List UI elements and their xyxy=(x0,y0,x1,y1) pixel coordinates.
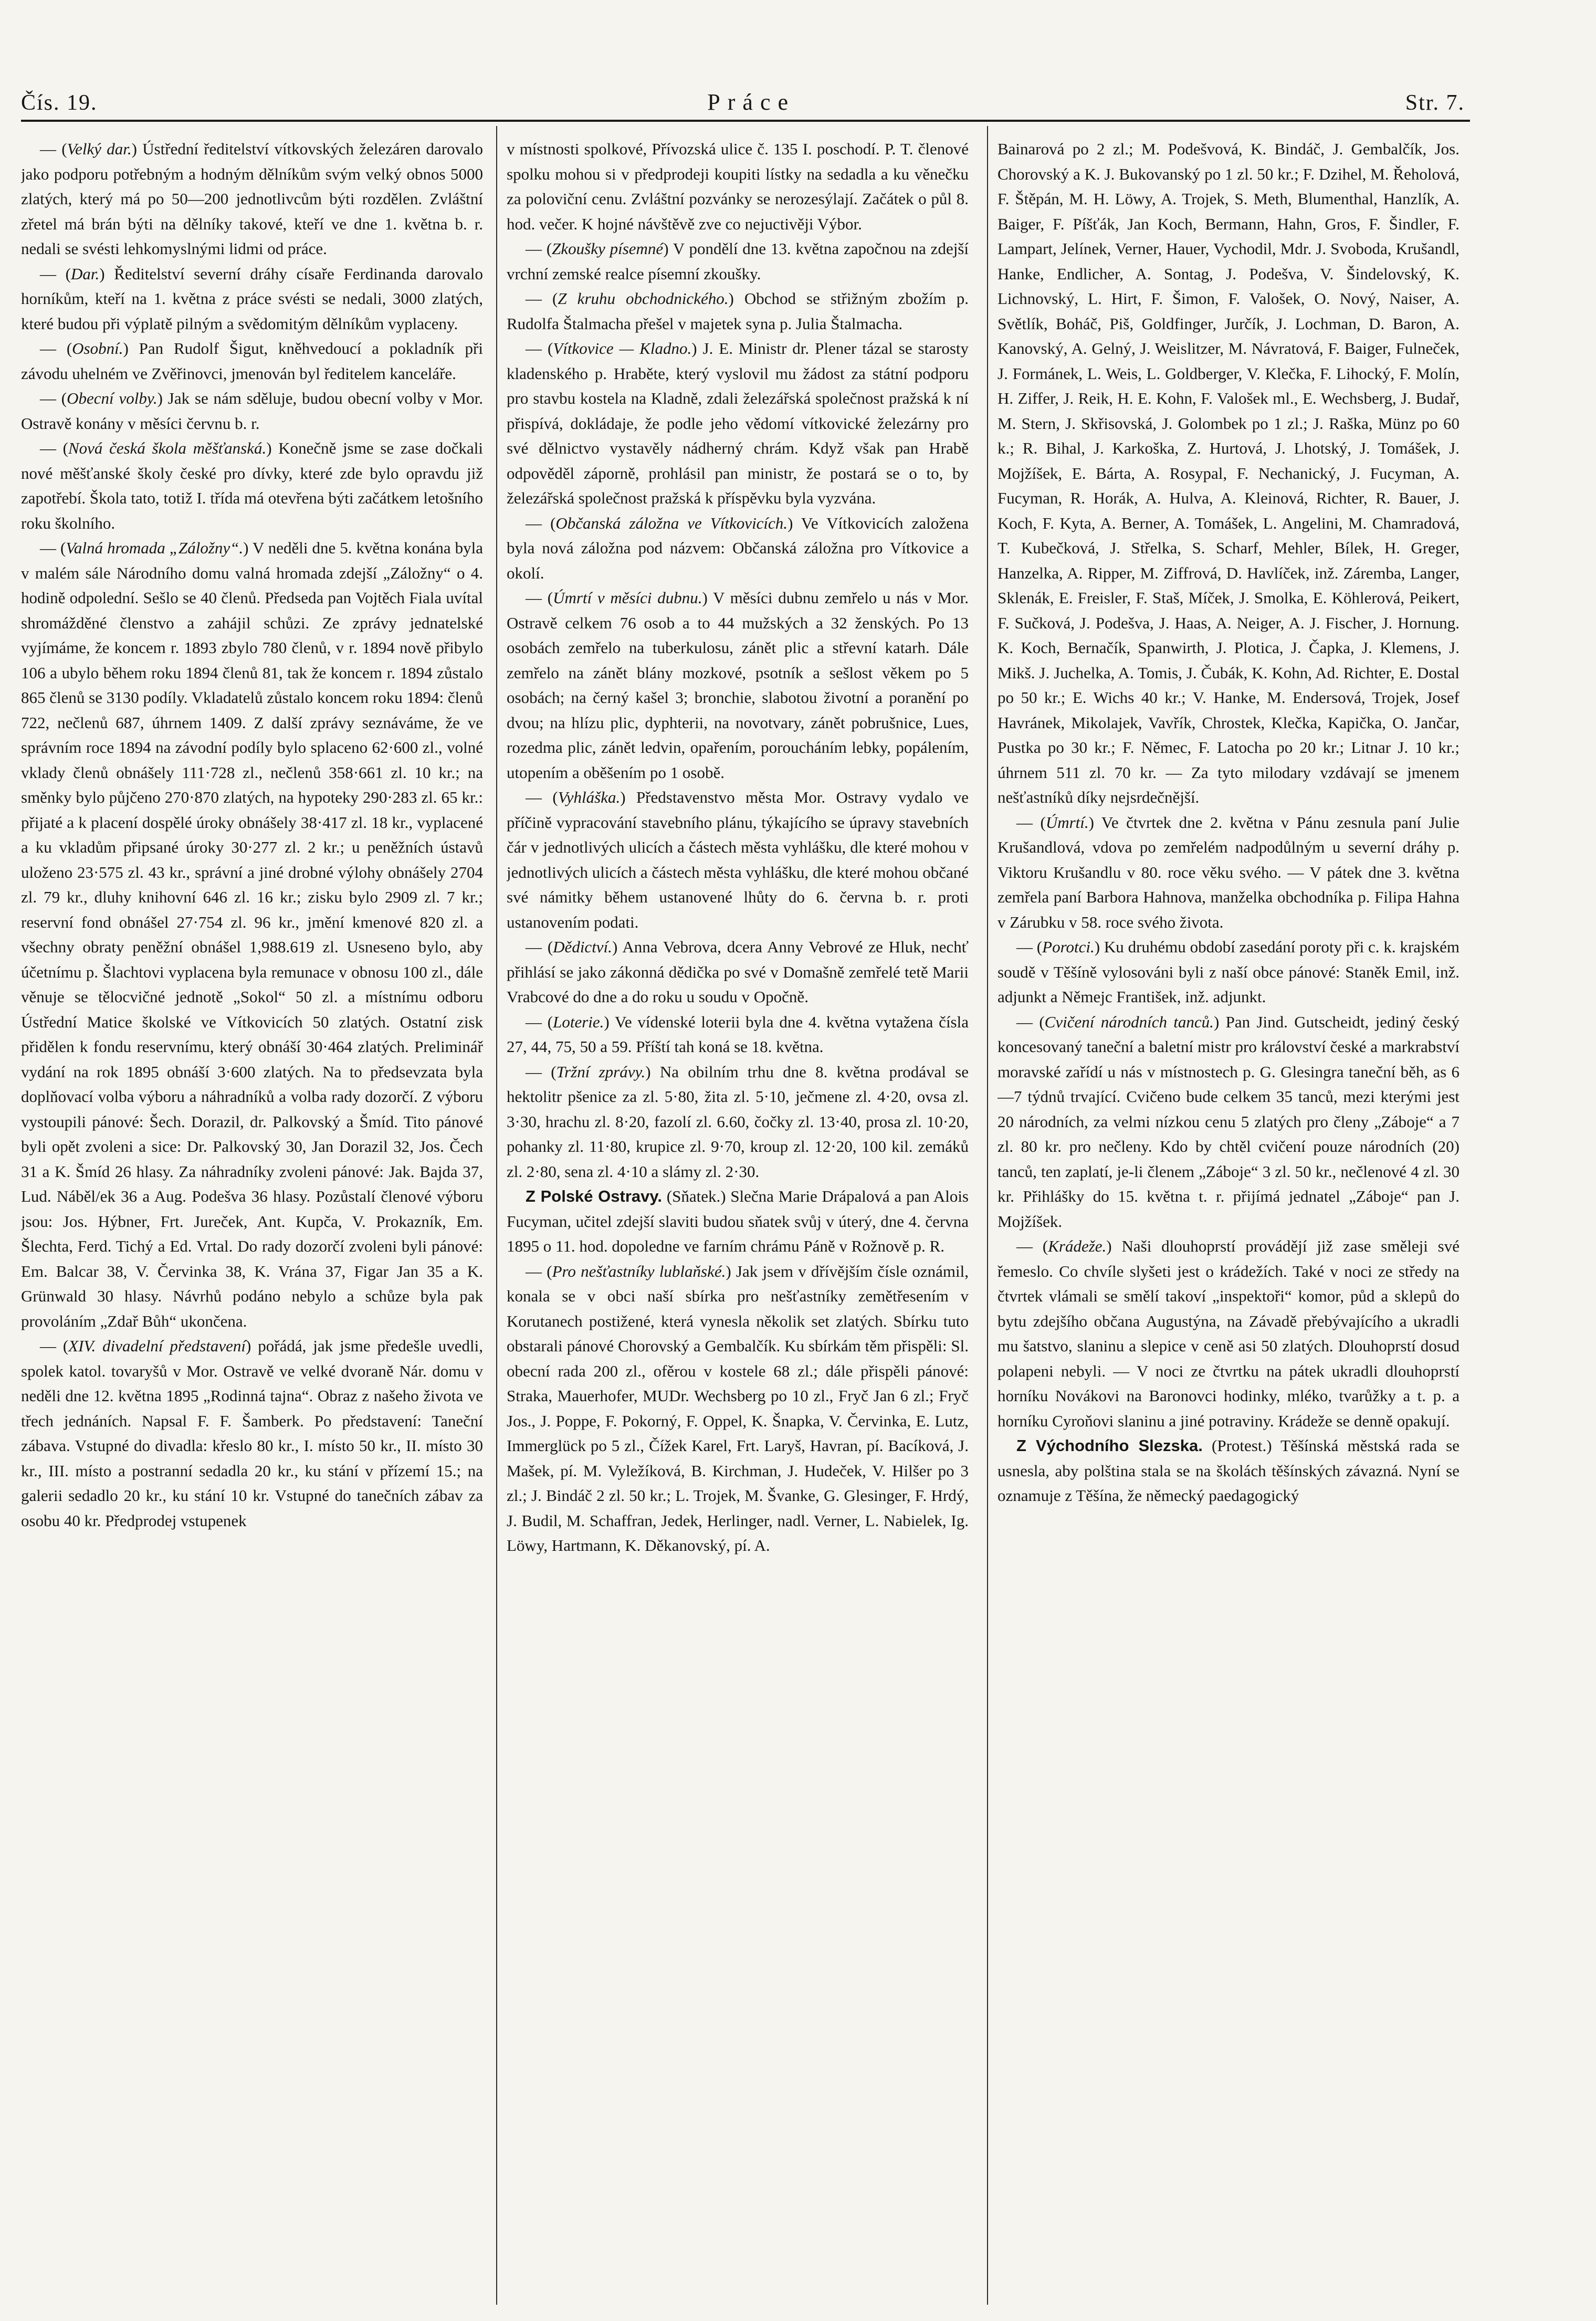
article-text: Na obilním trhu dne 8. května prodával se hektolitr pšenice za zl. 5·80, žita zl. 5·10, ječmene zl. 4·20, ovsa zl. 3·30, hrachu zl. 8·20, fazolí zl. 6.60, čočky zl. 13·40, prosa zl. 10·20, pohanky zl. 11·80, krupice zl. 9·70, kroup zl. 12·20, 100 kil. zemáků zl. 2·80, sena zl. 4·10 a slámy zl. 2·30. xyxy=(507,1062,969,1181)
column-divider-2 xyxy=(987,126,988,2305)
article-kicker: Občanská záložna ve Vítkovicích. xyxy=(555,513,788,532)
article-text: Konečně jsme se zase dočkali nové měšťanské školy české pro dívky, které zde bylo opravdu již zapotřebí. Škola tato, totiž I. třída má otevřena býti začátkem letošního roku školního. xyxy=(21,439,483,532)
article-kicker: Vítkovice — Kladno. xyxy=(553,339,692,358)
article-kicker: Z kruhu obchodnického. xyxy=(558,289,729,308)
article-paragraph: — (Dar.) Ředitelství severní dráhy císaře Ferdinanda darovalo horníkům, kteří na 1. května z práce svésti se nedali, 3000 zlatých, které budou při výplatě pilným a svědomitým dělníkům vyplaceny. xyxy=(21,264,483,333)
article-text: J. E. Ministr dr. Plener tázal se starosty kladenského p. Hraběte, který vyslovil mu žádost za státní podporu pro stavbu kostela na Kladně, zdali železářská společnost pražská k ní přispívá, dokládaje, že podle jeho vědomí vítkovické železárny pro své dělnictvo vystavěly nádherný chrám. Když však pan Hrabě odpověděl záporně, prohlásil pan ministr, že postará se o to, by železářská společnost pražská k příspěvku byla vyzvána. xyxy=(507,339,969,507)
article-text: Obchod se střižným zbožím p. Rudolfa Štalmacha přešel v majetek syna p. Julia Štalmacha. xyxy=(507,289,969,333)
article-text: Bainarová po 2 zl.; M. Podešvová, K. Bindáč, J. Gembalčík, Jos. Chorovský a K. J. Bukovanský po 1 zl. 50 kr.; F. Dzihel, M. Řeholová, F. Štěpán, M. H. Löwy, A. Trojek, S. Meth, Blumenthal, Hanzlík, A. Baiger, F. Píšťák, Jan Koch, Bermann, Hahn, Gros, F. Šindler, F. Lampart, Jelínek, Verner, Hauer, Vychodil, Mdr. J. Svoboda, Krušandl, Hanke, Endlicher, A. Sontag, J. Podešva, V. Šindelovský, K. Lichnovský, L. Hirt, F. Šimon, F. Valošek, O. Nový, Naiser, A. Světlík, Boháč, Piš, Goldfinger, Jurčík, J. Lochman, D. Baron, A. Kanovský, A. Gelný, J. Weislitzer, M. Návratová, F. Baiger, Fulneček, J. Formánek, L. Weis, L. Goldberger, V. Klečka, F. Lihocký, F. Molín, H. Ziffer, J. Reik, H. E. Kohn, F. Valošek ml., E. Wechsberg, J. Budař, M. Stern, J. Skřisovská, J. Golombek po 1 zl.; J. Raška, Münz po 60 k.; R. Bihal, J. Karkoška, Z. Hurtová, J. Lhotský, J. Tomášek, J. Mojžíšek, E. Bárta, A. Rosypal, F. Nechanický, J. Fucyman, A. Fucyman, R. Horák, A. Hulva, A. Kleinová, Richter, R. Bauer, J. Koch, F. Kyta, A. Berner, A. Tomášek, L. Angelini, M. Chamradová, T. Kubečková, J. Střelka, S. Scharf, Mehler, Bílek, H. Greger, Hanzelka, A. Ripper, M. Ziffrová, D. Havlíček, inž. Záremba, Langer, Sklenák, E. Freisler, F. Staš, Míček, J. Smolka, E. Köhlerová, Peikert, F. Sučková, J. Podešva, J. Haas, A. Neiger, A. J. Fischer, J. Hornung. K. Koch, Bernačík, Spanwirth, J. Plotica, J. Čapka, J. Klemens, J. Mikš. J. Juchelka, A. Tomis, J. Čubák, K. Kohn, Ad. Richter, E. Dostal po 50 kr.; E. Wichs 40 kr.; V. Hanke, M. Endersová, Trojek, Josef Havránek, Mikolajek, Vavřík, Chrostek, Klečka, Kapička, O. Jančar, Pustka po 30 kr.; F. Němec, F. Latocha po 20 kr.; Litnar J. 10 kr.; úhrnem 511 zl. 70 kr. — Za tyto milodary vzdávají se jmenem nešťastníků díky nejsrdečnější. xyxy=(998,140,1460,806)
running-header xyxy=(21,73,1465,115)
header-rule xyxy=(21,120,1470,122)
section-heading: Z Východního Slezska. xyxy=(1016,1436,1203,1455)
article-paragraph: — (Porotci.) Ku druhému období zasedání poroty při c. k. krajském soudě v Těšíně vylosováni byli z naší obce pánové: Staněk Emil, inž. adjunkt a Němejc František, inž. adjunkt. xyxy=(998,938,1460,1006)
article-text: (Protest.) Těšínská městská rada se usnesla, aby polština stala se na školách těšínských závazná. Nyní se oznamuje z Těšína, že německý paedagogický xyxy=(998,1436,1460,1505)
article-text: Ve čtvrtek dne 2. května v Pánu zesnula paní Julie Krušandlová, vdova po zemřelém nadpodůlným u severní dráhy p. Viktoru Krušandlu v 80. roce věku svého. — V pátek dne 3. května zemřela paní Barbora Hahnova, manželka obchodníka p. Filipa Hahna v Zárubku v 58. roce svého života. xyxy=(998,813,1460,931)
article-paragraph: — (Dědictví.) Anna Vebrova, dcera Anny Vebrové ze Hluk, nechť přihlásí se jako zákonná dědička po své v Domašně zemřelé tetě Marii Vrabcové do dne a do roku u soudu v Opočně. xyxy=(507,938,969,1006)
article-text: V neděli dne 5. května konána byla v malém sále Národního domu valná hromada zdejší „Záložny“ o 4. hodině odpolední. Sešlo se 40 členů. Předseda pan Vojtěch Fiala uvítal shromážděné členstvo a zahájil schůzi. Ze zprávy jednatelské vyjímáme, že koncem r. 1893 zbylo 780 členů, v r. 1894 nově přibylo 106 a ubylo během roku 1894 členů 81, tak že koncem r. 1894 zůstalo 865 členů se 3130 podíly. Vkladatelů zůstalo koncem roku 1894: členů 722, nečlenů 687, úhrnem 1409. Z další zprávy seznáváme, že ve správním roce 1894 na závodní podíly bylo splaceno 62·600 zl., volné vklady členů obnášely 111·728 zl., nečlenů 358·661 zl. 10 kr.; na směnky bylo půjčeno 270·870 zlatých, na hypoteky 290·283 zl. 65 kr.: přijaté a k placení dospělé úroky obnášely 38·417 zl. 18 kr., vyplacené a ku vkladům připsané úroky 30·277 zl. 2 kr.; u peněžních ústavů uloženo 23·575 zl. 43 kr., správní a jiné drobné výlohy obnášely 2704 zl. 79 kr., dluhy knihovní 646 zl. 16 kr.; zisku bylo 2909 zl. 7 kr.; reservní fond obnášel 27·754 zl. 96 kr., jmění kmenové 820 zl. a všechny obraty peněžní obnášel 1,988.619 zl. Usneseno bylo, aby účetnímu p. Šlachtovi vyplacena byla remunace v obnosu 100 zl., dále věnuje se tělocvičné jednotě „Sokol“ 50 zl. a místnímu odboru Ústřední Matice školské ve Vítkovicích 50 zlatých. Ostatní zisk přidělen k fondu reservnímu, který obnáší 30·464 zlatých. Preliminář vydání na rok 1895 obnáší 3·600 zlatých. Na to předsevzata byla doplňovací volba výboru a náhradníků a volba rady dozorčí. Z výboru vystoupili pánové: Šech. Dorazil, dr. Palkovský a Šmíd. Tito pánové byli opět zvoleni a sice: Dr. Palkovský 30, Jan Dorazil 32, Jos. Čech 31 a K. Šmíd 26 hlasy. Za náhradníky zvoleni pánové: Jak. Bajda 37, Lud. Náběl/ek 36 a Aug. Podešva 36 hlasy. Pozůstalí členové výboru jsou: Jos. Hýbner, Frt. Jureček, Ant. Kupča, V. Prokazník, Em. Šlechta, Ferd. Tichý a Ed. Vrtal. Do rady dozorčí zvoleni byli pánové: Em. Balcar 38, V. Červinka 38, K. Vrána 37, Figar Jan 35 a K. Grünwald 30 hlasy. Návrhů podáno nebylo a schůze byla pak provoláním „Zdař Bůh“ ukončena. xyxy=(21,539,483,1330)
article-kicker: Valná hromada „Záložny“. xyxy=(66,539,244,557)
article-paragraph: — (Úmrtí v měsíci dubnu.) V měsíci dubnu zemřelo u nás v Mor. Ostravě celkem 76 osob a to 44 mužských a 32 ženských. Po 13 osobách zemřelo na tuberkulosu, zánět plic a střevní katarh. Dále zemřelo na zánět blány mozkové, psotník a sešlost věkem po 5 osobách; na černý kašel 3; bronchie, slabotou životní a poranění po dvou; na hlízu plic, dyphterii, na novotvary, zánět pobrušnice, Lues, rozedma plic, zánět ledvin, opařením, poroucháním lebky, popálením, utopením a oběšením po 1 osobě. xyxy=(507,589,969,782)
article-kicker: Velký dar. xyxy=(67,140,132,158)
article-paragraph: — (Úmrtí.) Ve čtvrtek dne 2. května v Pánu zesnula paní Julie Krušandlová, vdova po zemřelém nadpodůlným u severní dráhy p. Viktoru Krušandlu v 80. roce věku svého. — V pátek dne 3. května zemřela paní Barbora Hahnova, manželka obchodníka p. Filipa Hahna v Zárubku v 58. roce svého života. xyxy=(998,813,1460,931)
article-paragraph xyxy=(507,136,969,236)
article-text: Ústřední ředitelství vítkovských železáren darovalo jako podporu potřebným a hodným dělníkům svým velký obnos 5000 zlatých, který má po 50—200 jednotlivcům býti rozdělen. Zvláštní zřetel má brán býti na dělníky takové, kteří ve dne 1. května b. r. nedali se svésti lehkomyslnými lidmi od práce. xyxy=(21,140,483,258)
article-kicker: Úmrtí v měsíci dubnu. xyxy=(553,589,702,607)
article-paragraph: — (Krádeže.) Naši dlouhoprstí provádějí již zase směleji své řemeslo. Co chvíle slyšeti jest o krádežích. Také v noci ze středy na čtvrtek vlámali se smělí takoví „inspektoři“ komor, půd a sklepů do bytu zdejšího občana Augustýna, na Závadě přebývajícího a ukradli mu šatstvo, slaninu a slepice v ceně asi 50 zlatých. Dlouhoprstí dosud polapeni nebyli. — V noci ze čtvrtku na pátek ukradli dlouhoprstí horníku Novákovi na Baronovci hodinky, mléko, tvarůžky a t. p. a horníku Cyroňovi slaninu a jiné potraviny. Krádeže se denně opakují. xyxy=(998,1237,1460,1430)
article-kicker: Tržní zprávy. xyxy=(556,1062,646,1081)
article-kicker: Vyhláška. xyxy=(558,788,621,806)
column-divider-1 xyxy=(496,126,497,2305)
article-kicker: Dědictví. xyxy=(553,938,612,956)
article-paragraph: — (Tržní zprávy.) Na obilním trhu dne 8. května prodával se hektolitr pšenice za zl. 5·80, žita zl. 5·10, ječmene zl. 4·20, ovsa zl. 3·30, hrachu zl. 8·20, fazolí zl. 6.60, čočky zl. 13·40, prosa zl. 10·20, pohanky zl. 11·80, krupice zl. 9·70, kroup zl. 12·20, 100 kil. zemáků zl. 2·80, sena zl. 4·10 a slámy zl. 2·30. xyxy=(507,1062,969,1181)
article-paragraph xyxy=(998,136,1460,810)
article-kicker: Cvičení národních tanců. xyxy=(1044,1012,1214,1031)
article-paragraph: — (Obecní volby.) Jak se nám sděluje, budou obecní volby v Mor. Ostravě konány v měsíci červnu b. r. xyxy=(21,389,483,433)
article-paragraph: — (Osobní.) Pan Rudolf Šigut, kněhvedoucí a pokladník při závodu uhelném ve Zvěřinovci, jmenován byl ředitelem kanceláře. xyxy=(21,339,483,383)
newspaper-page xyxy=(21,0,1575,2321)
article-text: Pan Rudolf Šigut, kněhvedoucí a pokladník při závodu uhelném ve Zvěřinovci, jmenován byl ředitelem kanceláře. xyxy=(21,339,483,383)
article-text: V měsíci dubnu zemřelo u nás v Mor. Ostravě celkem 76 osob a to 44 mužských a 32 ženských. Po 13 osobách zemřelo na tuberkulosu, zánět plic a střevní katarh. Dále zemřelo na zánět blány mozkové, psotník a sešlost věkem po 5 osobách; na černý kašel 3; bronchie, slabotou životní a poranění po dvou; na hlízu plic, dyphterii, na novotvary, zánět pobrušnice, Lues, rozedma plic, zánět ledvin, opařením, poroucháním lebky, popálením, utopením a oběšením po 1 osobě. xyxy=(507,589,969,782)
article-text: Ve Vítkovicích založena byla nová záložna pod názvem: Občanská záložna pro Vítkovice a okolí. xyxy=(507,513,969,582)
section-heading: Z Polské Ostravy. xyxy=(526,1187,662,1205)
article-paragraph: — (Loterie.) Ve vídenské loterii byla dne 4. května vytažena čísla 27, 44, 75, 50 a 59. Příští tah koná se 18. května. xyxy=(507,1012,969,1056)
article-text: V pondělí dne 13. května započnou na zdejší vrchní zemské realce písemní zkoušky. xyxy=(507,239,969,283)
article-kicker: Loterie. xyxy=(553,1012,604,1031)
left-column xyxy=(21,136,483,2310)
article-kicker: Osobní. xyxy=(72,339,123,358)
right-column xyxy=(998,136,1460,2310)
article-kicker: Dar. xyxy=(70,264,100,283)
article-kicker: Krádeže. xyxy=(1048,1237,1107,1255)
article-kicker: XIV. divadelní představení xyxy=(68,1337,246,1355)
article-text: Anna Vebrova, dcera Anny Vebrové ze Hluk, nechť přihlásí se jako zákonná dědička po své v Domašně zemřelé tetě Marii Vrabcové do dne a do roku u soudu v Opočně. xyxy=(507,938,969,1006)
article-text: v místnosti spolkové, Přívozská ulice č. 135 I. poschodí. P. T. členové spolku mohou si v předprodeji koupiti lístky na sedadla a ku věnečku za poloviční cenu. Zvláštní pozvánky se nerozesýlají. Začátek o půl 8. hod. večer. K hojné návštěvě zve co nejuctivěji Výbor. xyxy=(507,140,969,233)
article-paragraph xyxy=(998,1433,1460,1508)
article-paragraph: — (Z kruhu obchodnického.) Obchod se střižným zbožím p. Rudolfa Štalmacha přešel v majetek syna p. Julia Štalmacha. xyxy=(507,289,969,333)
article-paragraph: — (Pro nešťastníky lublaňské.) Jak jsem v dřívějším čísle oznámil, konala se v obci naší sbírka pro nešťastníky zemětřesením v Korutanech postižené, která vynesla několik set zlatých. Sbírku tuto obstarali pánové Chorovský a Gembalčík. Ku sbírkám těm přispěli: Sl. obecní rada 200 zl., ofěrou v kostele 68 zl.; dále přispěli pánové: Straka, Mauerhofer, MUDr. Wechsberg po 10 zl., Fryč Jan 6 zl.; Fryč Jos., J. Poppe, F. Pokorný, F. Oppel, K. Šnapka, V. Červinka, E. Lutz, Immerglück po 5 zl., Čížek Karel, Frt. Laryš, Havran, pí. Bacíková, J. Mašek, pí. M. Vyležíková, B. Kirchman, J. Hudeček, V. Hilšer po 3 zl.; J. Bindáč 2 zl. 50 kr.; L. Trojek, M. Švanke, G. Glesinger, F. Hrdý, J. Budil, M. Schaffran, Jedek, Herlinger, nadl. Verner, L. Nabielek, Ig. Löwy, Hartmann, K. Děkanovský, pí. A. xyxy=(507,1262,969,1555)
issue-number: Čís. 19. xyxy=(21,91,98,115)
article-paragraph xyxy=(507,1184,969,1259)
article-text: Pan Jind. Gutscheidt, jediný český koncesovaný taneční a baletní mistr pro království české a markrabství moravské zařídí u nás v místnostech p. G. Glesingra taneční běh, as 6—7 týdnů trvající. Cvičeno bude celkem 35 tanců, mezi kterými jest 20 národních, za velmi nízkou cenu 5 zlatých pro členy „Záboje“ a 7 zl. 80 kr. pro nečleny. Kdo by chtěl cvičení pouze národních (20) tanců, ten zaplatí, je-li členem „Záboje“ 3 zl. 50 kr., nečlenové 4 zl. 30 kr. Přihlášky do 15. května t. r. přijímá jednatel „Záboje“ pan J. Mojžíšek. xyxy=(998,1012,1460,1231)
article-kicker: Obecní volby. xyxy=(67,389,158,407)
article-text: Představenstvo města Mor. Ostravy vydalo ve příčině vypracování stavebního plánu, týkajícího se úpravy stavebních čár v jednotlivých ulicích a částech města vyhlášku, dle které mohou v jednotlivých ulicích a částech města vyhlášku, dle které mohou občané své námitky během ustanovené lhůty do 6. června b. r. proti ustanovením podati. xyxy=(507,788,969,931)
article-paragraph: — (Občanská záložna ve Vítkovicích.) Ve Vítkovicích založena byla nová záložna pod názvem: Občanská záložna pro Vítkovice a okolí. xyxy=(507,513,969,582)
article-paragraph: — (XIV. divadelní představení) pořádá, jak jsme předešle uvedli, spolek katol. tovaryšů v Mor. Ostravě ve velké dvoraně Nár. domu v neděli dne 12. května 1895 „Rodinná tajna“. Obraz z našeho života ve třech jednáních. Napsal F. F. Šamberk. Po představení: Taneční zábava. Vstupné do divadla: křeslo 80 kr., I. místo 50 kr., II. místo 30 kr., III. místo a postranní sedadla 20 kr., ku stání v přízemí 15.; na galerii sedadlo 20 kr., ku stání 10 kr. Vstupné do tanečních zábav za osobu 40 kr. Předprodej vstupenek xyxy=(21,1337,483,1530)
article-text: Ku druhému období zasedání poroty při c. k. krajském soudě v Těšíně vylosováni byli z naší obce pánové: Staněk Emil, inž. adjunkt a Němejc František, inž. adjunkt. xyxy=(998,938,1460,1006)
article-paragraph: — (Cvičení národních tanců.) Pan Jind. Gutscheidt, jediný český koncesovaný taneční a baletní mistr pro království české a markrabství moravské zařídí u nás v místnostech p. G. Glesingra taneční běh, as 6—7 týdnů trvající. Cvičeno bude celkem 35 tanců, mezi kterými jest 20 národních, za velmi nízkou cenu 5 zlatých pro členy „Záboje“ a 7 zl. 80 kr. pro nečleny. Kdo by chtěl cvičení pouze národních (20) tanců, ten zaplatí, je-li členem „Záboje“ 3 zl. 50 kr., nečlenové 4 zl. 30 kr. Přihlášky do 15. května t. r. přijímá jednatel „Záboje“ pan J. Mojžíšek. xyxy=(998,1012,1460,1231)
middle-column xyxy=(507,136,969,2310)
article-text: Jak se nám sděluje, budou obecní volby v Mor. Ostravě konány v měsíci červnu b. r. xyxy=(21,389,483,433)
article-paragraph: — (Vítkovice — Kladno.) J. E. Ministr dr. Plener tázal se starosty kladenského p. Hraběte, který vyslovil mu žádost za státní podporu pro stavbu kostela na Kladně, zdali železářská společnost pražská k ní přispívá, dokládaje, že podle jeho vědomí vítkovické železárny pro své dělnictvo vystavěly nádherný chrám. Když však pan Hrabě odpověděl záporně, prohlásil pan ministr, že postará se o to, by železářská společnost pražská k příspěvku byla vyzvána. xyxy=(507,339,969,507)
article-kicker: Zkoušky písemné xyxy=(552,239,664,258)
article-paragraph: — (Nová česká škola měšťanská.) Konečně jsme se zase dočkali nové měšťanské školy české pro dívky, které zde bylo opravdu již zapotřebí. Škola tato, totiž I. třída má otevřena býti začátkem letošního roku školního. xyxy=(21,439,483,532)
article-paragraph: — (Vyhláška.) Představenstvo města Mor. Ostravy vydalo ve příčině vypracování stavebního plánu, týkajícího se úpravy stavebních čár v jednotlivých ulicích a částech města vyhlášku, dle které mohou v jednotlivých ulicích a částech města vyhlášku, dle které mohou občané své námitky během ustanovené lhůty do 6. června b. r. proti ustanovením podati. xyxy=(507,788,969,931)
article-kicker: Pro nešťastníky lublaňské. xyxy=(552,1262,726,1280)
article-text: Ve vídenské loterii byla dne 4. května vytažena čísla 27, 44, 75, 50 a 59. Příští tah koná se 18. května. xyxy=(507,1012,969,1056)
article-text: pořádá, jak jsme předešle uvedli, spolek katol. tovaryšů v Mor. Ostravě ve velké dvoraně Nár. domu v neděli dne 12. května 1895 „Rodinná tajna“. Obraz z našeho života ve třech jednáních. Napsal F. F. Šamberk. Po představení: Taneční zábava. Vstupné do divadla: křeslo 80 kr., I. místo 50 kr., II. místo 30 kr., III. místo a postranní sedadla 20 kr., ku stání v přízemí 15.; na galerii sedadlo 20 kr., ku stání 10 kr. Vstupné do tanečních zábav za osobu 40 kr. Předprodej vstupenek xyxy=(21,1337,483,1530)
page-number: Str. 7. xyxy=(1405,91,1465,115)
article-kicker: Úmrtí. xyxy=(1045,813,1089,832)
article-paragraph: — (Valná hromada „Záložny“.) V neděli dne 5. května konána byla v malém sále Národního domu valná hromada zdejší „Záložny“ o 4. hodině odpolední. Sešlo se 40 členů. Předseda pan Vojtěch Fiala uvítal shromážděné členstvo a zahájil schůzi. Ze zprávy jednatelské vyjímáme, že koncem r. 1893 zbylo 780 členů, v r. 1894 nově přibylo 106 a ubylo během roku 1894 členů 81, tak že koncem r. 1894 zůstalo 865 členů se 3130 podíly. Vkladatelů zůstalo koncem roku 1894: členů 722, nečlenů 687, úhrnem 1409. Z další zprávy seznáváme, že ve správním roce 1894 na závodní podíly bylo splaceno 62·600 zl., volné vklady členů obnášely 111·728 zl., nečlenů 358·661 zl. 10 kr.; na směnky bylo půjčeno 270·870 zlatých, na hypoteky 290·283 zl. 65 kr.: přijaté a k placení dospělé úroky obnášely 38·417 zl. 18 kr., vyplacené a ku vkladům připsané úroky 30·277 zl. 2 kr.; u peněžních ústavů uloženo 23·575 zl. 43 kr., správní a jiné drobné výlohy obnášely 2704 zl. 79 kr., dluhy knihovní 646 zl. 16 kr.; zisku bylo 2909 zl. 7 kr.; reservní fond obnášel 27·754 zl. 96 kr., jmění kmenové 820 zl. a všechny obraty peněžní obnášel 1,988.619 zl. Usneseno bylo, aby účetnímu p. Šlachtovi vyplacena byla remunace v obnosu 100 zl., dále věnuje se tělocvičné jednotě „Sokol“ 50 zl. a místnímu odboru Ústřední Matice školské ve Vítkovicích 50 zlatých. Ostatní zisk přidělen k fondu reservnímu, který obnáší 30·464 zlatých. Preliminář vydání na rok 1895 obnáší 3·600 zlatých. Na to předsevzata byla doplňovací volba výboru a náhradníků a volba rady dozorčí. Z výboru vystoupili pánové: Šech. Dorazil, dr. Palkovský a Šmíd. Tito pánové byli opět zvoleni a sice: Dr. Palkovský 30, Jan Dorazil 32, Jos. Čech 31 a K. Šmíd 26 hlasy. Za náhradníky zvoleni pánové: Jak. Bajda 37, Lud. Náběl/ek 36 a Aug. Podešva 36 hlasy. Pozůstalí členové výboru jsou: Jos. Hýbner, Frt. Jureček, Ant. Kupča, V. Prokazník, Em. Šlechta, Ferd. Tichý a Ed. Vrtal. Do rady dozorčí zvoleni byli pánové: Em. Balcar 38, V. Červinka 38, K. Vrána 37, Figar Jan 35 a K. Grünwald 30 hlasy. Návrhů podáno nebylo a schůze byla pak provoláním „Zdař Bůh“ ukončena. xyxy=(21,539,483,1330)
article-text: Ředitelství severní dráhy císaře Ferdinanda darovalo horníkům, kteří na 1. května z práce svésti se nedali, 3000 zlatých, které budou při výplatě pilným a svědomitým dělníkům vyplaceny. xyxy=(21,264,483,333)
article-text: (Sňatek.) Slečna Marie Drápalová a pan Alois Fucyman, učitel zdejší slaviti budou sňatek svůj v úterý, dne 4. června 1895 o 11. hod. dopoledne ve farním chrámu Páně v Rožnově p. R. xyxy=(507,1187,969,1255)
article-paragraph: — (Zkoušky písemné) V pondělí dne 13. května započnou na zdejší vrchní zemské realce písemní zkoušky. xyxy=(507,239,969,283)
article-text: Jak jsem v dřívějším čísle oznámil, konala se v obci naší sbírka pro nešťastníky zemětřesením v Korutanech postižené, která vynesla několik set zlatých. Sbírku tuto obstarali pánové Chorovský a Gembalčík. Ku sbírkám těm přispěli: Sl. obecní rada 200 zl., ofěrou v kostele 68 zl.; dále přispěli pánové: Straka, Mauerhofer, MUDr. Wechsberg po 10 zl., Fryč Jan 6 zl.; Fryč Jos., J. Poppe, F. Pokorný, F. Oppel, K. Šnapka, V. Červinka, E. Lutz, Immerglück po 5 zl., Čížek Karel, Frt. Laryš, Havran, pí. Bacíková, J. Mašek, pí. M. Vyležíková, B. Kirchman, J. Hudeček, V. Hilšer po 3 zl.; J. Bindáč 2 zl. 50 kr.; L. Trojek, M. Švanke, G. Glesinger, F. Hrdý, J. Budil, M. Schaffran, Jedek, Herlinger, nadl. Verner, L. Nabielek, Ig. Löwy, Hartmann, K. Děkanovský, pí. A. xyxy=(507,1262,969,1555)
newspaper-title: Práce xyxy=(707,89,796,115)
article-text: Naši dlouhoprstí provádějí již zase směleji své řemeslo. Co chvíle slyšeti jest o krádežích. Také v noci ze středy na čtvrtek vlámali se smělí takoví „inspektoři“ komor, půd a sklepů do bytu zdejšího občana Augustýna, na Závadě přebývajícího a ukradli mu šatstvo, slaninu a slepice v ceně asi 50 zlatých. Dlouhoprstí dosud polapeni nebyli. — V noci ze čtvrtku na pátek ukradli dlouhoprstí horníku Novákovi na Baronovci hodinky, mléko, tvarůžky a t. p. a horníku Cyroňovi slaninu a jiné potraviny. Krádeže se denně opakují. xyxy=(998,1237,1460,1430)
article-paragraph: — (Velký dar.) Ústřední ředitelství vítkovských železáren darovalo jako podporu potřebným a hodným dělníkům svým velký obnos 5000 zlatých, který má po 50—200 jednotlivcům býti rozdělen. Zvláštní zřetel má brán býti na dělníky takové, kteří ve dne 1. května b. r. nedali se svésti lehkomyslnými lidmi od práce. xyxy=(21,140,483,258)
article-kicker: Nová česká škola měšťanská. xyxy=(68,439,267,457)
article-kicker: Porotci. xyxy=(1042,938,1095,956)
